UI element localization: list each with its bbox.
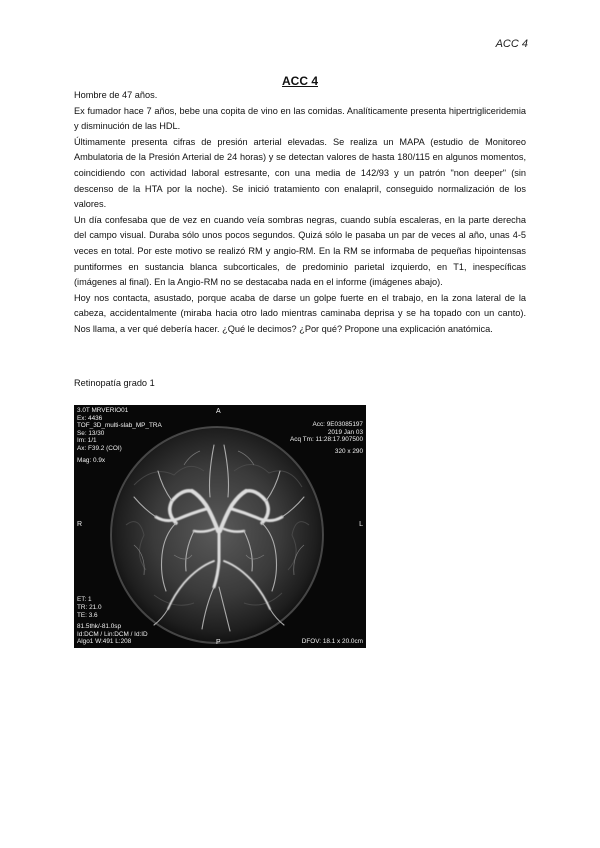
scan-info-line: 2019 Jan 03 — [327, 428, 363, 436]
paragraph: Hombre de 47 años. — [74, 90, 158, 100]
header-label: ACC 4 — [495, 38, 528, 50]
paragraph: Hoy nos contacta, asustado, porque acaba de darse un golpe fuerte en el trabajo, en la zona lateral de la cabeza, accidentalmente (miraba hacia otro lado mientras caminaba deprisa y se ha topado con un canto). Nos llama, a ver qué debería hacer. ¿Qué le decimos? ¿Por qué? Propone una explicación anatómica. — [74, 292, 526, 334]
scan-info-line: Mag: 0.9x — [77, 456, 106, 464]
document-title: ACC 4 — [281, 74, 318, 88]
scan-info-line: 81.5thk/-81.0sp — [77, 623, 122, 631]
paragraph: Ex fumador hace 7 años, bebe una copita de vino en las comidas. Analíticamente presenta hipertrigliceridemia y disminución de las HDL. — [74, 105, 526, 132]
scan-info-bottom-left — [77, 596, 148, 646]
scan-info-line: Id:DCM / Lin:DCM / Id:ID — [77, 630, 148, 638]
case-text — [74, 88, 526, 338]
scan-info-line: ET: 1 — [77, 596, 92, 604]
scan-info-line: TOF_3D_multi-slab_MP_TRA — [77, 422, 162, 430]
scan-info-line: 320 x 290 — [334, 447, 363, 455]
paragraph: Un día confesaba que de vez en cuando veía sombras negras, cuando subía escaleras, en la parte derecha del campo visual. Duraba sólo unos pocos segundos. Quizá sólo le pasaba un par de veces al año, unas 4-5 veces en total. Por este motivo se realizó RM y angio-RM. En la RM se informaba de pequeñas hipointensas puntiformes en sustancia blanca subcorticales, de predominio parietal izquierdo, en T1, inespecíficas (imágenes al final). En la Angio-RM no se destacaba nada en el informe (imágenes abajo). — [74, 214, 526, 288]
scan-info-line: Algo1 W:491 L:208 — [77, 638, 132, 646]
paragraph: Últimamente presenta cifras de presión arterial elevadas. Se realiza un MAPA (estudio de Monitoreo Ambulatoria de la Presión Arterial de 24 horas) y se detectan valores de hasta 180/115 en algunos momentos, coincidiendo con actividad laboral estresante, con una media de 142/93 y un patrón "non deeper" (sin descenso de la HTA por la noche). Se inició tratamiento con enalapril, conseguido normalización de los valores. — [74, 136, 526, 210]
scan-info-top-left — [77, 407, 162, 464]
orientation-posterior: P — [216, 639, 221, 646]
scan-info-top-right — [290, 421, 363, 455]
orientation-left: L — [359, 521, 363, 528]
orientation-anterior: A — [216, 408, 221, 415]
scan-info-line: Im: 1/1 — [77, 437, 97, 445]
scan-info-line: TR: 21.0 — [77, 604, 102, 612]
retinopathy-label: Retinopatía grado 1 — [74, 378, 155, 388]
scan-info-line: 3.0T MRVERIO01 — [77, 407, 129, 414]
scan-info-line: TE: 3.6 — [77, 611, 98, 619]
scan-info-line: Acq Tm: 11:28:17.907500 — [290, 436, 363, 444]
scan-info-line: Ax: F39.2 (COI) — [77, 444, 122, 452]
orientation-right: R — [77, 521, 83, 528]
angio-mri-image — [74, 405, 366, 648]
scan-info-bottom-right: DFOV: 18.1 x 20.0cm — [301, 638, 363, 646]
scan-info-line: Acc: 9E03085197 — [312, 421, 363, 428]
scan-info-line: Se: 13/30 — [77, 429, 105, 437]
scan-info-line: Ex: 4436 — [77, 414, 103, 422]
